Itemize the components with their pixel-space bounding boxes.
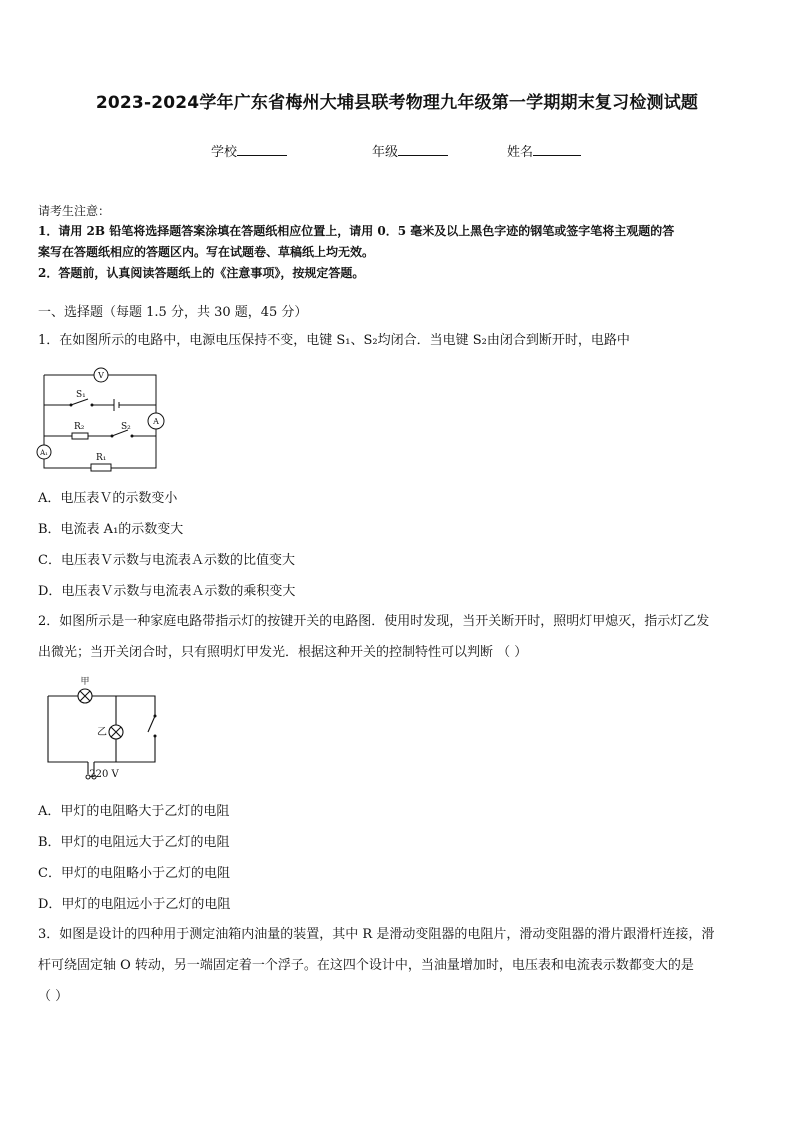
q1-option-a: A．电压表Ｖ的示数变小 (38, 491, 178, 506)
notice-item-1: 1．请用 2B 铅笔将选择题答案涂填在答题纸相应位置上，请用 0．5 毫米及以上黑色字迹的钢笔或签字笔将主观题的答 (38, 224, 675, 238)
lamp-yi-label: 乙 (97, 727, 107, 738)
q3-answer-bracket: （ ） (38, 989, 69, 1004)
grade-blank (398, 143, 448, 156)
notice-item-1-cont: 案写在答题纸相应的答题区内。写在试题卷、草稿纸上均无效。 (38, 245, 375, 259)
q1-option-c: C．电压表Ｖ示数与电流表Ａ示数的比值变大 (38, 553, 295, 568)
resistor-r2-label: R₂ (74, 422, 85, 432)
q2-option-c: C．甲灯的电阻略小于乙灯的电阻 (38, 866, 230, 881)
voltage-label: 220 V (89, 769, 119, 780)
q3-stem-line-1: 3．如图是设计的四种用于测定油箱内油量的装置，其中 R 是滑动变阻器的电阻片，滑动变阻器的滑片跟滑杆连接，滑 (38, 927, 715, 942)
q1-stem: 1．在如图所示的电路中，电源电压保持不变，电键 S₁、S₂均闭合．当电键 S₂由闭合到断开时，电路中 (38, 333, 630, 348)
name-blank (533, 143, 581, 156)
page-title: 2023-2024学年广东省梅州大埔县联考物理九年级第一学期期末复习检测试题 (95, 93, 699, 113)
q2-option-d: D．甲灯的电阻远小于乙灯的电阻 (38, 897, 231, 912)
q2-option-a: A．甲灯的电阻略大于乙灯的电阻 (38, 804, 230, 819)
school-field (211, 141, 287, 160)
grade-label: 年级 (372, 145, 399, 160)
q3-stem-line-2: 杆可绕固定轴 O 转动，另一端固定着一个浮子。在这四个设计中，当油量增加时，电压表和电流表示数都变大的是 (38, 958, 694, 973)
name-field (507, 141, 581, 160)
name-label: 姓名 (507, 145, 534, 160)
q2-circuit-diagram (40, 674, 170, 786)
switch-s2-label: S₂ (121, 422, 131, 432)
voltmeter-label: V (98, 371, 104, 380)
school-label: 学校 (211, 145, 238, 160)
q2-stem-line-2: 出微光；当开关闭合时，只有照明灯甲发光．根据这种开关的控制特性可以判断 （ ） (38, 645, 528, 660)
q2-option-b: B．甲灯的电阻远大于乙灯的电阻 (38, 835, 230, 850)
resistor-r1-label: R₁ (96, 453, 107, 463)
ammeter-a1-label: A₁ (40, 449, 48, 457)
q2-stem-line-1: 2．如图所示是一种家庭电路带指示灯的按键开关的电路图．使用时发现，当开关断开时，照明灯甲熄灭，指示灯乙发 (38, 614, 710, 629)
q1-circuit-diagram (36, 363, 166, 473)
ammeter-label: A (153, 417, 159, 426)
grade-field (372, 141, 448, 160)
school-blank (237, 143, 287, 156)
section-heading: 一、选择题（每题 1.5 分，共 30 题，45 分） (38, 305, 308, 320)
q1-option-d: D．电压表Ｖ示数与电流表Ａ示数的乘积变大 (38, 584, 296, 599)
notice-item-2: 2．答题前，认真阅读答题纸上的《注意事项》，按规定答题。 (38, 266, 365, 280)
notice-heading: 请考生注意： (38, 204, 111, 218)
switch-s1-label: S₁ (76, 390, 86, 400)
lamp-jia-label: 甲 (80, 677, 90, 687)
q1-option-b: B．电流表 A₁的示数变大 (38, 522, 184, 537)
